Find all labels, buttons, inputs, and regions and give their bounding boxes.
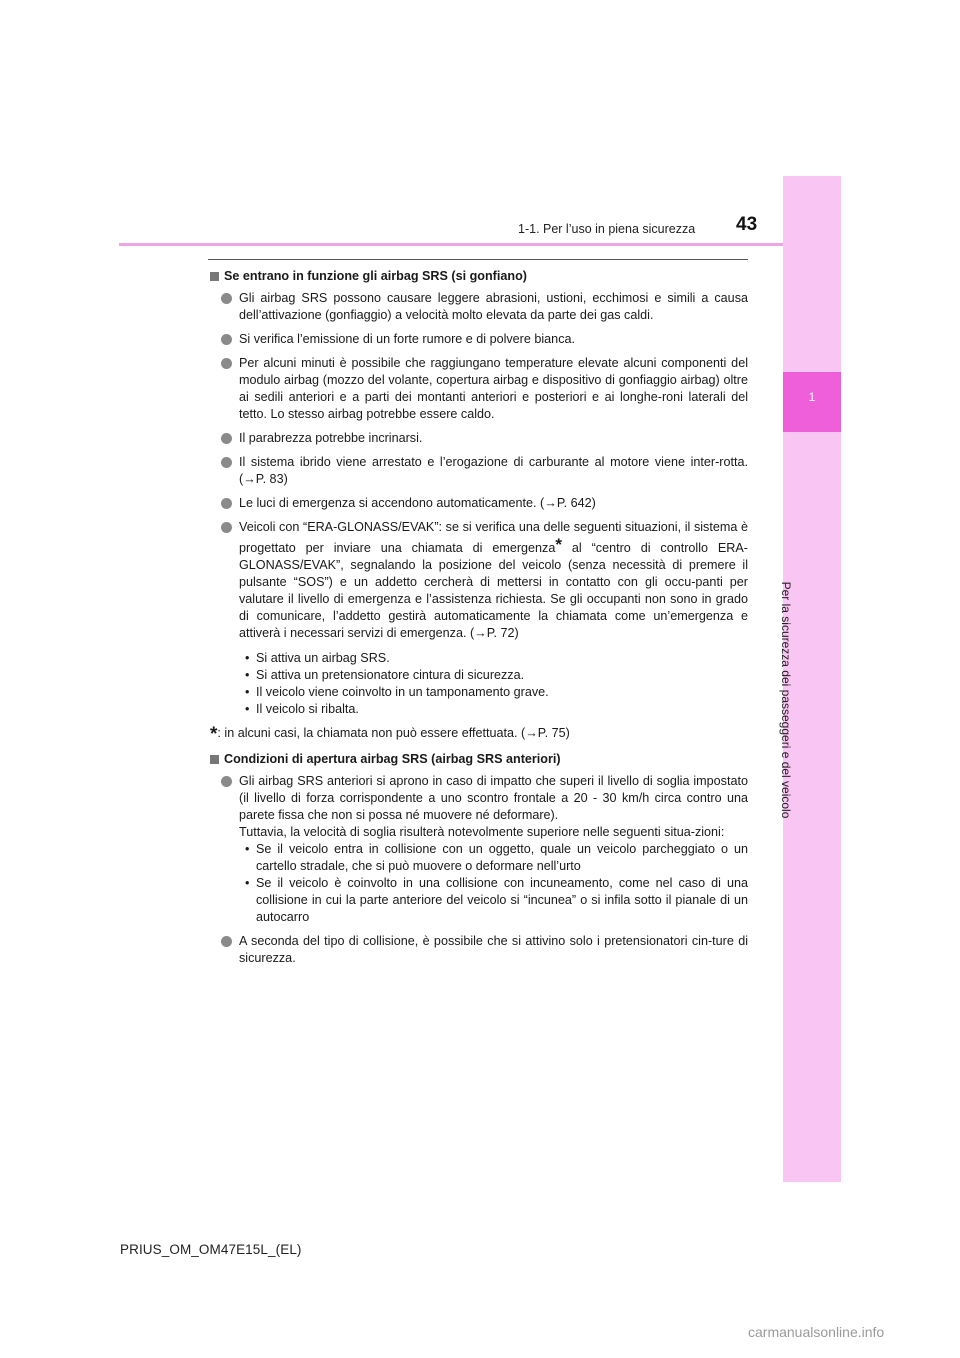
side-tab-label: Per la sicurezza dei passeggeri e del veicolo bbox=[779, 581, 793, 819]
list-item-text: A seconda del tipo di collisione, è possibile che si attivino solo i pretensionatori cin-ture di sicurezza. bbox=[239, 934, 748, 965]
list-item-text bbox=[239, 519, 748, 642]
circle-bullet-icon bbox=[221, 293, 232, 304]
document-code: PRIUS_OM_OM47E15L_(EL) bbox=[120, 1242, 302, 1257]
list-item-text: Il parabrezza potrebbe incrinarsi. bbox=[239, 431, 423, 445]
list-item-text: Il sistema ibrido viene arrestato e l’erogazione di carburante al motore viene inter-rotta. (→P. 83) bbox=[239, 455, 748, 486]
circle-bullet-icon bbox=[221, 457, 232, 468]
footnote-asterisk: * bbox=[555, 535, 562, 554]
footnote bbox=[210, 725, 748, 743]
page-content bbox=[210, 266, 748, 974]
footnote-star: * bbox=[210, 724, 218, 745]
threshold-situations-list bbox=[239, 841, 748, 926]
list-item-text: Gli airbag SRS anteriori si aprono in caso di impatto che superi il livello di soglia impostato (il livello di forza corrispondente a uno scontro frontale a 20 - 30 km/h circa contro una parete fissa che non si possa né muovere né deformare). bbox=[239, 774, 748, 822]
circle-bullet-icon bbox=[221, 433, 232, 444]
circle-bullet-icon bbox=[221, 936, 232, 947]
sub-list-item: • Il veicolo viene coinvolto in un tamponamento grave. bbox=[239, 684, 748, 701]
circle-bullet-icon bbox=[221, 334, 232, 345]
side-tab-number: 1 bbox=[808, 390, 816, 404]
sub-list-item: • Se il veicolo è coinvolto in una collisione con incuneamento, come nel caso di una collisione in cui la parte anteriore del veicolo si “incunea” o si infila sotto il pianale di un autocarro bbox=[239, 875, 748, 926]
list-item bbox=[221, 290, 748, 324]
side-tab-label-wrap bbox=[779, 581, 796, 819]
circle-bullet-icon bbox=[221, 358, 232, 369]
list-item-continuation: Tuttavia, la velocità di soglia risulterà notevolmente superiore nelle seguenti situa-zioni: bbox=[239, 825, 725, 839]
list-item bbox=[221, 454, 748, 488]
list-item bbox=[221, 331, 748, 348]
list-item bbox=[221, 355, 748, 423]
era-text-before: Veicoli con “ERA-GLONASS/EVAK”: se si verifica una delle seguenti situazioni, il sistema è progettato per inviare una chiamata di emergenza bbox=[239, 520, 748, 555]
list-item-text: Gli airbag SRS possono causare leggere abrasioni, ustioni, ecchimosi e simili a causa dell’attivazione (gonfiaggio) a velocità molto elevata da parte dei gas caldi. bbox=[239, 291, 748, 322]
list-item bbox=[221, 773, 748, 926]
footnote-text: : in alcuni casi, la chiamata non può essere effettuata. (→P. 75) bbox=[217, 726, 570, 740]
section-heading bbox=[210, 751, 748, 768]
sub-list-item: • Si attiva un pretensionatore cintura di sicurezza. bbox=[239, 667, 748, 684]
list-item-text: Si verifica l’emissione di un forte rumore e di polvere bianca. bbox=[239, 332, 575, 346]
content-rule bbox=[208, 259, 748, 260]
page-number: 43 bbox=[736, 214, 758, 235]
sub-list-item: • Se il veicolo entra in collisione con un oggetto, quale un veicolo parcheggiato o un cartello stradale, che si può muovere o deformare nell’urto bbox=[239, 841, 748, 875]
sub-list-item: • Il veicolo si ribalta. bbox=[239, 701, 748, 718]
circle-bullet-icon bbox=[221, 498, 232, 509]
header-divider bbox=[119, 243, 783, 246]
section-heading-text: Condizioni di apertura airbag SRS (airbag SRS anteriori) bbox=[224, 752, 561, 766]
watermark: carmanualsonline.info bbox=[748, 1324, 885, 1340]
list-item-era-glonass bbox=[221, 519, 748, 718]
list-item-text: Per alcuni minuti è possibile che raggiungano temperature elevate alcuni componenti del modulo airbag (mozzo del volante, copertura airbag e dispositivo di gonfiaggio airbag) oltre ai sedili anteriori e a parti dei montanti anteriori e posteriori e ai longhe-roni laterali del tetto. Lo stesso airbag potrebbe essere caldo. bbox=[239, 356, 748, 421]
section-heading-text: Se entrano in funzione gli airbag SRS (si gonfiano) bbox=[224, 269, 527, 283]
list-item bbox=[221, 430, 748, 447]
era-text-after: al “centro di controllo ERA-GLONASS/EVAK”, segnalando la posizione del veicolo (senza necessità di premere il pulsante “SOS”) e un addetto cercherà di mettersi in contatto con gli occu-panti per valutare il livello di emergenza e l’assistenza richiesta. Se gli occupanti non sono in grado di comunicare, l’addetto gestirà automaticamente la chiamata come un’emergenza e attiverà i necessari servizi di emergenza. (→P. 72) bbox=[239, 541, 748, 640]
circle-bullet-icon bbox=[221, 522, 232, 533]
list-item-text: Le luci di emergenza si accendono automaticamente. (→P. 642) bbox=[239, 496, 596, 510]
chapter-title: 1-1. Per l’uso in piena sicurezza bbox=[518, 222, 696, 236]
era-trigger-list bbox=[239, 650, 748, 718]
square-bullet-icon bbox=[210, 272, 219, 281]
section-heading bbox=[210, 268, 748, 285]
list-item bbox=[221, 933, 748, 967]
circle-bullet-icon bbox=[221, 776, 232, 787]
sub-list-item: • Si attiva un airbag SRS. bbox=[239, 650, 748, 667]
square-bullet-icon bbox=[210, 755, 219, 764]
list-item bbox=[221, 495, 748, 512]
